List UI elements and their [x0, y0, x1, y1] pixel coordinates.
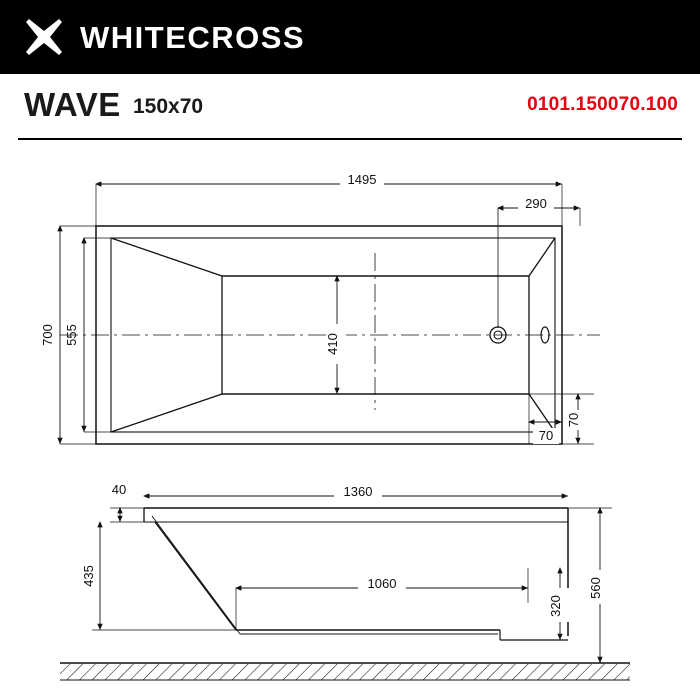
dim-label-height: 435 [81, 565, 96, 587]
dim-height [92, 522, 236, 630]
dim-overall-length [96, 184, 562, 226]
title-divider [18, 138, 682, 140]
brand-name: WHITECROSS [80, 19, 306, 55]
dim-label-inner-width: 555 [64, 324, 79, 346]
dim-rim-thickness [110, 508, 144, 522]
technical-drawing [0, 148, 700, 700]
model-name: WAVE [24, 86, 121, 123]
header-bar [0, 0, 700, 74]
title-row [0, 74, 700, 146]
article-code: 0101.150070.100 [527, 94, 678, 115]
dim-label-bowl-width: 410 [325, 333, 340, 355]
dim-label-rim-thickness: 40 [111, 482, 127, 497]
dim-label-rim-length: 1360 [343, 484, 373, 499]
dim-label-edge-bottom: 70 [538, 428, 554, 443]
dim-label-base-length: 1060 [367, 576, 397, 591]
dim-label-inner-length-offset: 290 [525, 196, 547, 211]
x-cross-logo-icon [22, 15, 66, 59]
dim-label-overall-length: 1495 [347, 172, 377, 187]
dim-label-edge-right: 70 [566, 412, 581, 428]
dim-label-overall-width: 700 [40, 324, 55, 346]
dim-label-foot-height: 320 [548, 595, 563, 617]
model-size: 150x70 [133, 95, 204, 118]
bathtub-side-view [60, 508, 630, 680]
dim-label-total-height: 560 [588, 577, 603, 599]
